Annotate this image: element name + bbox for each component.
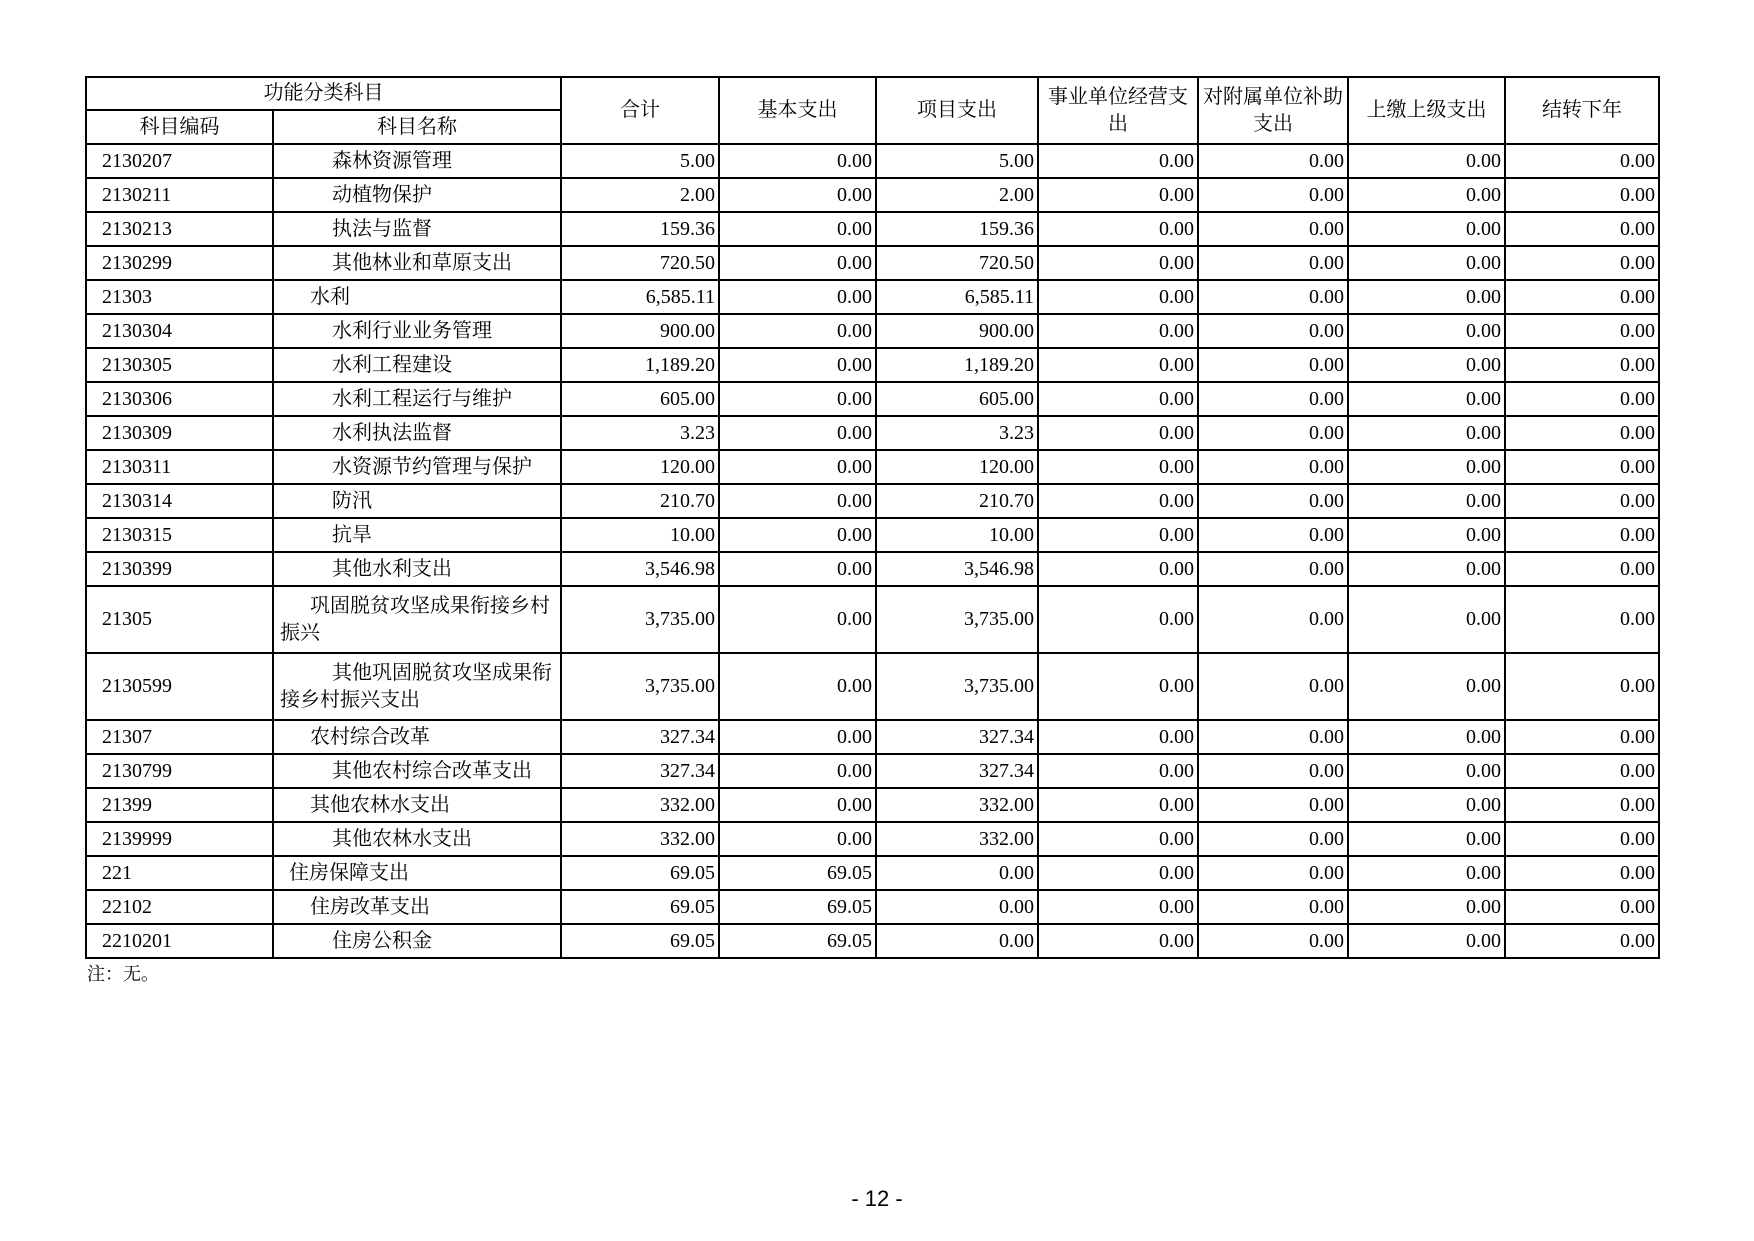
amount-cell: 0.00: [719, 382, 876, 416]
amount-cell: 0.00: [1505, 586, 1659, 653]
amount-cell: 0.00: [1505, 754, 1659, 788]
amount-cell: 0.00: [719, 653, 876, 720]
column-header-carryover-next-year: 结转下年: [1505, 77, 1659, 144]
amount-cell: 69.05: [561, 924, 719, 958]
subject-name-cell: 水利执法监督: [273, 416, 561, 450]
table-row: [86, 586, 1659, 653]
amount-cell: 0.00: [1038, 416, 1198, 450]
amount-cell: 0.00: [1038, 348, 1198, 382]
amount-cell: 332.00: [876, 788, 1038, 822]
table-row: [86, 890, 1659, 924]
column-header-basic-expense: 基本支出: [719, 77, 876, 144]
amount-cell: 3,735.00: [561, 653, 719, 720]
column-header-subject-code: 科目编码: [86, 110, 273, 144]
table-row: [86, 212, 1659, 246]
column-header-turned-over-to-superior: 上缴上级支出: [1348, 77, 1505, 144]
amount-cell: 0.00: [719, 280, 876, 314]
subject-name-cell: 其他水利支出: [273, 552, 561, 586]
subject-name-cell: 水利: [273, 280, 561, 314]
amount-cell: 0.00: [1505, 890, 1659, 924]
amount-cell: 210.70: [876, 484, 1038, 518]
amount-cell: 0.00: [1198, 178, 1348, 212]
amount-cell: 0.00: [1198, 416, 1348, 450]
subject-code-cell: 2130399: [86, 552, 273, 586]
subject-name-cell: 执法与监督: [273, 212, 561, 246]
amount-cell: 69.05: [719, 924, 876, 958]
amount-cell: 0.00: [1198, 280, 1348, 314]
table-row: [86, 416, 1659, 450]
subject-name-cell: 其他巩固脱贫攻坚成果衔接乡村振兴支出: [273, 653, 561, 720]
amount-cell: 0.00: [1038, 144, 1198, 178]
amount-cell: 120.00: [561, 450, 719, 484]
amount-cell: 0.00: [719, 720, 876, 754]
amount-cell: 0.00: [1198, 348, 1348, 382]
amount-cell: 0.00: [876, 924, 1038, 958]
amount-cell: 120.00: [876, 450, 1038, 484]
amount-cell: 0.00: [1198, 890, 1348, 924]
amount-cell: 0.00: [1348, 856, 1505, 890]
subject-name-cell: 动植物保护: [273, 178, 561, 212]
column-header-subject-name: 科目名称: [273, 110, 561, 144]
amount-cell: 3.23: [876, 416, 1038, 450]
amount-cell: 3,546.98: [561, 552, 719, 586]
amount-cell: 3,735.00: [876, 653, 1038, 720]
budget-table: [85, 76, 1660, 959]
amount-cell: 0.00: [1038, 653, 1198, 720]
amount-cell: 0.00: [1505, 246, 1659, 280]
amount-cell: 0.00: [1348, 280, 1505, 314]
amount-cell: 0.00: [1038, 314, 1198, 348]
amount-cell: 159.36: [876, 212, 1038, 246]
subject-name-cell: 森林资源管理: [273, 144, 561, 178]
amount-cell: 5.00: [876, 144, 1038, 178]
amount-cell: 0.00: [719, 246, 876, 280]
amount-cell: 0.00: [719, 484, 876, 518]
amount-cell: 0.00: [1348, 518, 1505, 552]
amount-cell: 0.00: [1038, 856, 1198, 890]
subject-name-cell: 住房公积金: [273, 924, 561, 958]
amount-cell: 0.00: [876, 856, 1038, 890]
amount-cell: 0.00: [1198, 382, 1348, 416]
amount-cell: 605.00: [876, 382, 1038, 416]
amount-cell: 0.00: [1038, 450, 1198, 484]
amount-cell: 0.00: [719, 178, 876, 212]
table-row: [86, 280, 1659, 314]
page-number: - 12 -: [851, 1186, 903, 1211]
amount-cell: 0.00: [719, 754, 876, 788]
amount-cell: 900.00: [561, 314, 719, 348]
amount-cell: 0.00: [1348, 450, 1505, 484]
amount-cell: 10.00: [561, 518, 719, 552]
amount-cell: 0.00: [1505, 484, 1659, 518]
amount-cell: 0.00: [1198, 586, 1348, 653]
subject-name-cell: 水利工程建设: [273, 348, 561, 382]
amount-cell: 332.00: [561, 822, 719, 856]
budget-table-container: [85, 76, 1660, 959]
table-header: [86, 77, 1659, 144]
amount-cell: 210.70: [561, 484, 719, 518]
table-row: [86, 754, 1659, 788]
subject-code-cell: 2130315: [86, 518, 273, 552]
amount-cell: 0.00: [1038, 280, 1198, 314]
amount-cell: 0.00: [1505, 416, 1659, 450]
amount-cell: 720.50: [561, 246, 719, 280]
amount-cell: 0.00: [719, 552, 876, 586]
amount-cell: 0.00: [1348, 924, 1505, 958]
amount-cell: 0.00: [1198, 653, 1348, 720]
amount-cell: 0.00: [719, 518, 876, 552]
footnote: 注：无。: [87, 964, 159, 984]
column-header-function-group: 功能分类科目: [86, 77, 561, 110]
amount-cell: 0.00: [1505, 788, 1659, 822]
amount-cell: 0.00: [1348, 788, 1505, 822]
amount-cell: 0.00: [1038, 720, 1198, 754]
table-row: [86, 484, 1659, 518]
subject-code-cell: 2130211: [86, 178, 273, 212]
amount-cell: 0.00: [1505, 653, 1659, 720]
amount-cell: 0.00: [1038, 212, 1198, 246]
amount-cell: 0.00: [1348, 178, 1505, 212]
table-row: [86, 822, 1659, 856]
amount-cell: 0.00: [719, 788, 876, 822]
amount-cell: 0.00: [1348, 212, 1505, 246]
amount-cell: 0.00: [1038, 924, 1198, 958]
amount-cell: 0.00: [719, 314, 876, 348]
amount-cell: 0.00: [1038, 382, 1198, 416]
amount-cell: 3.23: [561, 416, 719, 450]
amount-cell: 0.00: [1038, 822, 1198, 856]
subject-code-cell: 2130304: [86, 314, 273, 348]
amount-cell: 0.00: [1198, 450, 1348, 484]
amount-cell: 0.00: [719, 212, 876, 246]
column-header-business-operation-expense: 事业单位经营支出: [1038, 77, 1198, 144]
amount-cell: 0.00: [1505, 348, 1659, 382]
subject-name-cell: 其他农村综合改革支出: [273, 754, 561, 788]
amount-cell: 0.00: [1348, 653, 1505, 720]
amount-cell: 0.00: [1198, 720, 1348, 754]
subject-code-cell: 2130314: [86, 484, 273, 518]
table-row: [86, 144, 1659, 178]
amount-cell: 0.00: [1038, 788, 1198, 822]
amount-cell: 69.05: [719, 890, 876, 924]
amount-cell: 0.00: [1505, 280, 1659, 314]
amount-cell: 69.05: [719, 856, 876, 890]
table-row: [86, 924, 1659, 958]
amount-cell: 0.00: [1348, 586, 1505, 653]
table-row: [86, 788, 1659, 822]
column-header-subsidy-to-affiliates: 对附属单位补助支出: [1198, 77, 1348, 144]
amount-cell: 0.00: [1505, 856, 1659, 890]
amount-cell: 0.00: [1348, 144, 1505, 178]
subject-name-cell: 巩固脱贫攻坚成果衔接乡村振兴: [273, 586, 561, 653]
amount-cell: 0.00: [1348, 822, 1505, 856]
subject-code-cell: 2130799: [86, 754, 273, 788]
amount-cell: 605.00: [561, 382, 719, 416]
amount-cell: 0.00: [1038, 518, 1198, 552]
amount-cell: 0.00: [1198, 144, 1348, 178]
amount-cell: 10.00: [876, 518, 1038, 552]
amount-cell: 0.00: [719, 416, 876, 450]
amount-cell: 3,735.00: [561, 586, 719, 653]
amount-cell: 327.34: [876, 720, 1038, 754]
amount-cell: 0.00: [1198, 314, 1348, 348]
amount-cell: 0.00: [1038, 754, 1198, 788]
amount-cell: 2.00: [876, 178, 1038, 212]
amount-cell: 3,546.98: [876, 552, 1038, 586]
amount-cell: 0.00: [1505, 552, 1659, 586]
amount-cell: 0.00: [1348, 484, 1505, 518]
amount-cell: 2.00: [561, 178, 719, 212]
amount-cell: 0.00: [1348, 720, 1505, 754]
amount-cell: 0.00: [1505, 212, 1659, 246]
subject-name-cell: 水资源节约管理与保护: [273, 450, 561, 484]
amount-cell: 0.00: [876, 890, 1038, 924]
column-header-project-expense: 项目支出: [876, 77, 1038, 144]
table-row: [86, 653, 1659, 720]
amount-cell: 0.00: [1348, 552, 1505, 586]
subject-code-cell: 2130311: [86, 450, 273, 484]
amount-cell: 0.00: [1038, 246, 1198, 280]
amount-cell: 720.50: [876, 246, 1038, 280]
amount-cell: 900.00: [876, 314, 1038, 348]
amount-cell: 5.00: [561, 144, 719, 178]
amount-cell: 0.00: [1038, 484, 1198, 518]
amount-cell: 327.34: [561, 754, 719, 788]
amount-cell: 0.00: [1198, 924, 1348, 958]
amount-cell: 159.36: [561, 212, 719, 246]
amount-cell: 69.05: [561, 856, 719, 890]
amount-cell: 0.00: [1348, 246, 1505, 280]
subject-name-cell: 其他林业和草原支出: [273, 246, 561, 280]
subject-code-cell: 2130305: [86, 348, 273, 382]
amount-cell: 332.00: [876, 822, 1038, 856]
table-row: [86, 348, 1659, 382]
amount-cell: 0.00: [1038, 552, 1198, 586]
subject-code-cell: 2130599: [86, 653, 273, 720]
table-row: [86, 382, 1659, 416]
amount-cell: 69.05: [561, 890, 719, 924]
amount-cell: 327.34: [876, 754, 1038, 788]
subject-code-cell: 2130299: [86, 246, 273, 280]
amount-cell: 1,189.20: [876, 348, 1038, 382]
amount-cell: 0.00: [1505, 720, 1659, 754]
amount-cell: 0.00: [1505, 924, 1659, 958]
amount-cell: 0.00: [1505, 382, 1659, 416]
table-row: [86, 552, 1659, 586]
amount-cell: 0.00: [1348, 348, 1505, 382]
amount-cell: 1,189.20: [561, 348, 719, 382]
amount-cell: 0.00: [1505, 144, 1659, 178]
subject-code-cell: 21303: [86, 280, 273, 314]
amount-cell: 0.00: [1198, 552, 1348, 586]
amount-cell: 0.00: [1198, 246, 1348, 280]
table-row: [86, 856, 1659, 890]
subject-name-cell: 其他农林水支出: [273, 822, 561, 856]
amount-cell: 0.00: [719, 348, 876, 382]
amount-cell: 0.00: [1198, 856, 1348, 890]
amount-cell: 0.00: [1348, 314, 1505, 348]
amount-cell: 332.00: [561, 788, 719, 822]
subject-name-cell: 防汛: [273, 484, 561, 518]
table-body: [86, 144, 1659, 958]
amount-cell: 0.00: [719, 450, 876, 484]
amount-cell: 0.00: [1348, 890, 1505, 924]
amount-cell: 0.00: [1348, 754, 1505, 788]
amount-cell: 0.00: [1348, 382, 1505, 416]
table-row: [86, 518, 1659, 552]
amount-cell: 0.00: [1038, 890, 1198, 924]
amount-cell: 0.00: [1505, 822, 1659, 856]
subject-name-cell: 水利工程运行与维护: [273, 382, 561, 416]
subject-code-cell: 221: [86, 856, 273, 890]
amount-cell: 0.00: [1198, 484, 1348, 518]
subject-code-cell: 2139999: [86, 822, 273, 856]
amount-cell: 0.00: [1198, 754, 1348, 788]
amount-cell: 0.00: [1198, 212, 1348, 246]
subject-code-cell: 2130309: [86, 416, 273, 450]
table-row: [86, 314, 1659, 348]
column-header-total: 合计: [561, 77, 719, 144]
amount-cell: 0.00: [719, 144, 876, 178]
subject-code-cell: 2130207: [86, 144, 273, 178]
subject-name-cell: 住房改革支出: [273, 890, 561, 924]
subject-code-cell: 2210201: [86, 924, 273, 958]
amount-cell: 0.00: [1505, 518, 1659, 552]
table-row: [86, 450, 1659, 484]
amount-cell: 0.00: [1348, 416, 1505, 450]
subject-code-cell: 21399: [86, 788, 273, 822]
amount-cell: 0.00: [719, 586, 876, 653]
amount-cell: 0.00: [1505, 314, 1659, 348]
amount-cell: 0.00: [719, 822, 876, 856]
subject-code-cell: 21305: [86, 586, 273, 653]
amount-cell: 3,735.00: [876, 586, 1038, 653]
subject-name-cell: 农村综合改革: [273, 720, 561, 754]
table-row: [86, 178, 1659, 212]
amount-cell: 327.34: [561, 720, 719, 754]
subject-name-cell: 住房保障支出: [273, 856, 561, 890]
amount-cell: 0.00: [1198, 518, 1348, 552]
subject-code-cell: 22102: [86, 890, 273, 924]
amount-cell: 0.00: [1505, 450, 1659, 484]
subject-name-cell: 抗旱: [273, 518, 561, 552]
subject-code-cell: 21307: [86, 720, 273, 754]
amount-cell: 0.00: [1198, 788, 1348, 822]
amount-cell: 0.00: [1038, 178, 1198, 212]
subject-code-cell: 2130306: [86, 382, 273, 416]
table-row: [86, 246, 1659, 280]
subject-code-cell: 2130213: [86, 212, 273, 246]
amount-cell: 6,585.11: [561, 280, 719, 314]
subject-name-cell: 水利行业业务管理: [273, 314, 561, 348]
table-row: [86, 720, 1659, 754]
amount-cell: 0.00: [1038, 586, 1198, 653]
amount-cell: 0.00: [1505, 178, 1659, 212]
subject-name-cell: 其他农林水支出: [273, 788, 561, 822]
amount-cell: 0.00: [1198, 822, 1348, 856]
amount-cell: 6,585.11: [876, 280, 1038, 314]
